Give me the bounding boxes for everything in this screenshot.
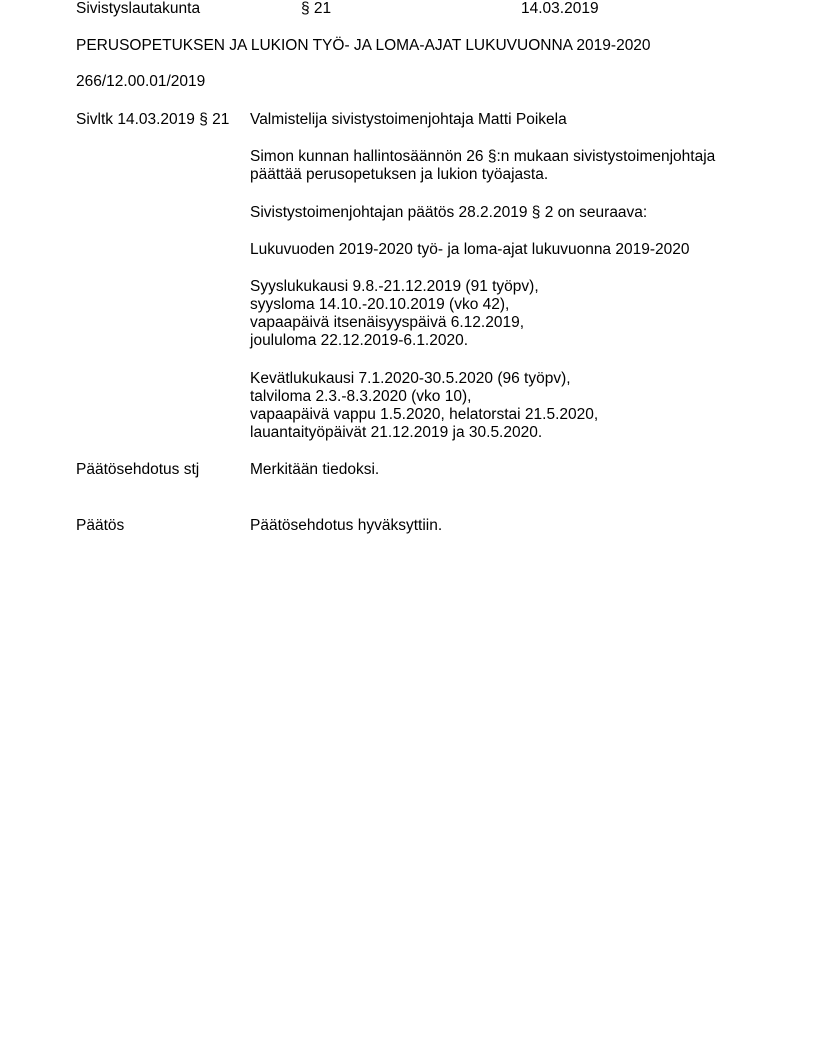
paragraph-decision-ref: Sivistystoimenjohtajan päätös 28.2.2019 § 2 on seuraava: xyxy=(250,204,648,221)
autumn-term-line: Syyslukukausi 9.8.-21.12.2019 (91 työpv), xyxy=(250,278,539,295)
spring-term-line: talviloma 2.3.-8.3.2020 (vko 10), xyxy=(250,388,472,405)
spring-term-line: lauantaityöpäivät 21.12.2019 ja 30.5.2020. xyxy=(250,424,543,441)
meeting-label: Sivltk 14.03.2019 § 21 xyxy=(76,111,230,128)
proposal-text: Merkitään tiedoksi. xyxy=(250,461,380,478)
spring-term-line: vapaapäivä vappu 1.5.2020, helatorstai 21.5.2020, xyxy=(250,406,599,423)
paragraph-regulation xyxy=(250,148,770,184)
paragraph-school-year: Lukuvuoden 2019-2020 työ- ja loma-ajat lukuvuonna 2019-2020 xyxy=(250,241,690,258)
spring-term-block xyxy=(250,370,770,442)
decision-text: Päätösehdotus hyväksyttiin. xyxy=(250,517,443,534)
record-number: 266/12.00.01/2019 xyxy=(76,73,206,90)
header-date: 14.03.2019 xyxy=(521,0,599,17)
autumn-term-line: joululoma 22.12.2019-6.1.2020. xyxy=(250,332,469,349)
spring-term-line: Kevätlukukausi 7.1.2020-30.5.2020 (96 työpv), xyxy=(250,370,571,387)
paragraph-line: Simon kunnan hallintosäännön 26 §:n mukaan sivistystoimenjohtaja xyxy=(250,148,716,165)
paragraph-line: päättää perusopetuksen ja lukion työajasta. xyxy=(250,166,549,183)
document-title: PERUSOPETUKSEN JA LUKION TYÖ- JA LOMA-AJAT LUKUVUONNA 2019-2020 xyxy=(76,37,651,54)
autumn-term-line: vapaapäivä itsenäisyyspäivä 6.12.2019, xyxy=(250,314,525,331)
header-board: Sivistyslautakunta xyxy=(76,0,201,17)
autumn-term-line: syysloma 14.10.-20.10.2019 (vko 42), xyxy=(250,296,510,313)
proposal-label: Päätösehdotus stj xyxy=(76,461,200,478)
preparer-line: Valmistelija sivistystoimenjohtaja Matti Poikela xyxy=(250,111,567,128)
header-section: § 21 xyxy=(301,0,332,17)
decision-label: Päätös xyxy=(76,517,125,534)
autumn-term-block xyxy=(250,278,770,350)
